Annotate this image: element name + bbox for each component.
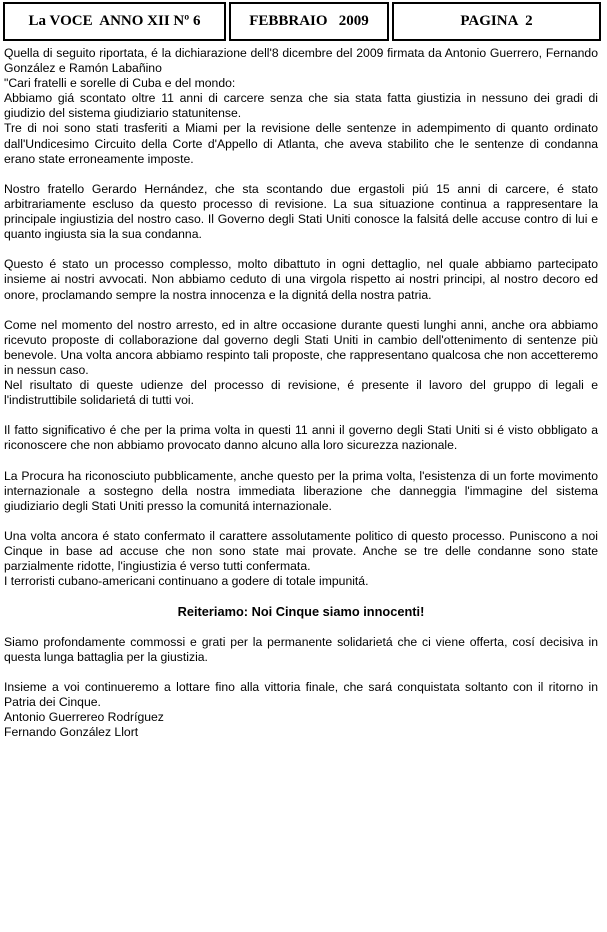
paragraph-7: Il fatto significativo é che per la prima volta in questi 11 anni il governo degli Stati Uniti si é visto obbligato a riconoscere che non abbiamo provocato danno alcuno alla loro sicurezza nazionale. — [4, 423, 598, 453]
paragraph-6: Nel risultato di queste udienze del processo di revisione, é presente il lavoro del gruppo di legali e l'indistruttibile solidarietá di tutti voi. — [4, 378, 598, 408]
paragraph-8: La Procura ha riconosciuto pubblicamente, anche questo per la prima volta, l'esistenza di un forte movimento internazionale a sostegno della nostra immediata liberazione che danneggia l'immagine del sistema giudiziario degli Stati Uniti presso la comunitá internazionale. — [4, 468, 598, 513]
paragraph-12: Insieme a voi continueremo a lottare fino alla vittoria finale, che sará conquistata soltanto con il ritorno in Patria dei Cinque. — [4, 679, 598, 710]
salutation: "Cari fratelli e sorelle di Cuba e del mondo: — [4, 76, 236, 91]
issue-label: La VOCE ANNO XII Nº 6 — [3, 2, 226, 41]
page-header — [3, 2, 604, 42]
paragraph-2: Tre di noi sono stati trasferiti a Miami per la revisione delle sentenze in adempimento di quanto ordinato dall'Undicesimo Circuito della Corte d'Appello di Atlanta, che aveva stabilito che le sentenze di condanna erano state erroneamente imposte. — [4, 121, 598, 166]
paragraph-10: I terroristi cubano-americani continuano a godere di totale impunitá. — [4, 574, 369, 589]
intro-paragraph: Quella di seguito riportata, é la dichiarazione dell'8 dicembre del 2009 firmata da Antonio Guerrero, Fernando González e Ramón Labañino — [4, 46, 598, 76]
slogan-heading: Reiteriamo: Noi Cinque siamo innocenti! — [177, 604, 425, 620]
paragraph-3: Nostro fratello Gerardo Hernández, che sta scontando due ergastoli piú 15 anni di carcere, é stato arbitrariamente escluso da questo processo di revisione. La sua situazione continua a rappresentare la principale ingiustizia del nostro caso. Il Governo degli Stati Uniti conosce la falsitá delle accuse contro di lui e quanto ingiusta sia la sua condanna. — [4, 181, 598, 242]
date-label: FEBBRAIO 2009 — [229, 2, 389, 41]
signature-line: Antonio Guerrereo Rodríguez — [4, 710, 164, 725]
paragraph-9: Una volta ancora é stato confermato il carattere assolutamente politico di questo processo. Puniscono a noi Cinque in base ad accuse che non sono state mai provate. Anche se tre delle condanne sono state parzialmente ridotte, l'ingiustizia é verso tutti confermata. — [4, 529, 598, 574]
paragraph-11: Siamo profondamente commossi e grati per la permanente solidarietá che ci viene offerta, cosí decisiva in questa lunga battaglia per la giustizia. — [4, 634, 598, 664]
paragraph-1: Abbiamo giá scontato oltre 11 anni di carcere senza che sia stata fatta giustizia in nessuno dei gradi di giudizio del sistema giudiziario statunitense. — [4, 91, 598, 121]
article-body — [4, 46, 598, 740]
page-number-label: PAGINA 2 — [392, 2, 601, 41]
paragraph-5: Come nel momento del nostro arresto, ed in altre occasione durante questi lunghi anni, anche ora abbiamo ricevuto proposte di collaborazione dal governo degli Stati Uniti in cambio dell'ottenimento di sentenze più benevole. Una volta ancora abbiamo respinto tali proposte, che rappresentano qualcosa che non accetteremo in nessun caso. — [4, 317, 598, 377]
paragraph-4: Questo é stato un processo complesso, molto dibattuto in ogni dettaglio, nel quale abbiamo partecipato insieme ai nostri avvocati. Non abbiamo ceduto di una virgola rispetto ai nostri principi, al nostro decoro ed onore, proclamando sempre la nostra innocenza e la dignitá della nostra patria. — [4, 257, 598, 302]
signature-line: Fernando González Llort — [4, 725, 139, 740]
